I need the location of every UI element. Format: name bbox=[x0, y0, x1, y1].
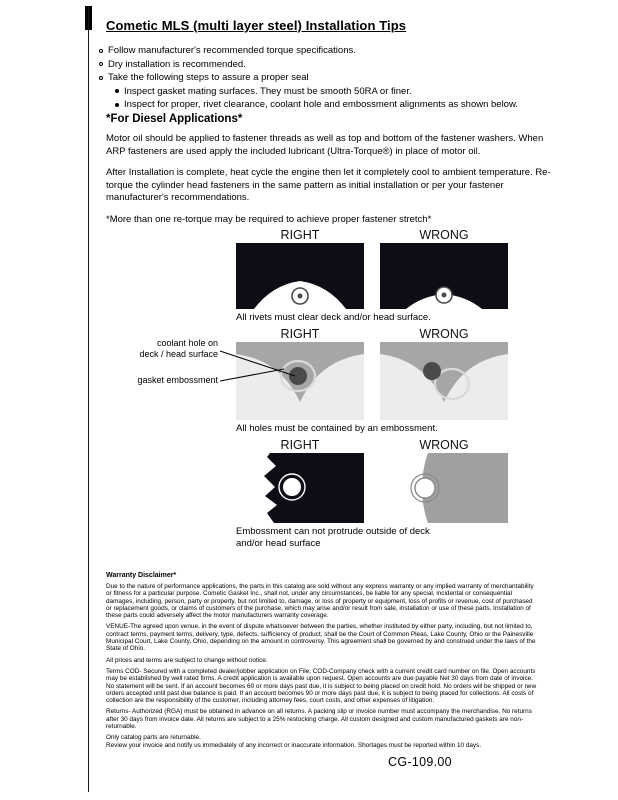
tip-text: Inspect gasket mating surfaces. They must be smooth 50RA or finer. bbox=[124, 85, 412, 97]
tip-text: Inspect for proper, rivet clearance, coolant hole and embossment alignments as shown below. bbox=[124, 99, 518, 110]
figure-row1-panels bbox=[236, 243, 508, 309]
circle-bullet-icon bbox=[99, 62, 103, 66]
rivet-clearance-right-diagram bbox=[236, 243, 364, 309]
page-code: CG-109.00 bbox=[388, 755, 452, 769]
gasket-embossment-callout: gasket embossment bbox=[137, 375, 218, 385]
coolant-hole-callout bbox=[100, 338, 218, 360]
figure-row2-caption: All holes must be contained by an embossment. bbox=[236, 423, 438, 434]
right-label: RIGHT bbox=[280, 228, 320, 242]
disclaimer-heading: Warranty Disclaimer* bbox=[106, 572, 177, 579]
circle-bullet-icon bbox=[99, 76, 103, 80]
dot-bullet-icon bbox=[115, 89, 119, 93]
tip-text: Take the following steps to assure a proper seal bbox=[108, 72, 309, 83]
tip-item bbox=[99, 71, 581, 85]
installation-tips-list bbox=[99, 44, 581, 112]
callout-text-line: deck / head surface bbox=[139, 349, 218, 359]
embossment-protrusion-right-diagram bbox=[236, 453, 364, 523]
disclaimer-paragraph: Only catalog parts are returnable. bbox=[106, 734, 201, 742]
hole-containment-wrong-diagram bbox=[380, 342, 508, 420]
tip-text: Follow manufacturer's recommended torque specifications. bbox=[108, 45, 356, 56]
figure-row3-labels bbox=[236, 438, 508, 453]
figure-row3-panels bbox=[236, 453, 508, 523]
dot-bullet-icon bbox=[115, 103, 119, 107]
diesel-paragraph-1: Motor oil should be applied to fastener threads as well as top and bottom of the fastener washers. When ARP fasteners are used apply the included lubricant (Ultra-Torque®) in place of motor oil. bbox=[106, 133, 544, 157]
disclaimer-paragraph: Due to the nature of performance applications, the parts in this catalog are sold without any express warranty or any implied warranty of merchantability or fitness for a particular purpose. Cometic Gasket Inc., shall not, under any circumstances, be liable for any special, incidental or consequential damages, including, person, party or property, but not limited to, damage, or loss of property or equipment, loss of profits or revenue, cost of purchased or replacement goods, or claims of customers of the purchase, which may arise and/or result from sale, installation or use of these parts. Installation of these parts could adversely affect the motor manufacturers warranty coverage. bbox=[106, 583, 534, 620]
disclaimer-paragraph: Terms COD- Secured with a completed dealer/jobber application on File, COD-Company check with a current credit card number on file. Open accounts may be established by well rated firms. A credit application is available upon request. Open accounts are due payable Net 30 days from date of invoice. No statement will be sent. If an account becomes 60 or more days past due, it is subject to being placed on credit hold. No orders will be shipped or new orders accepted until past due balance is paid. If an account becomes 90 or more days past due, it is subject to being placed for collections. All costs of collection are the responsibility of the customer, including attorney fees, court costs, and other expenses of litigation. bbox=[106, 667, 537, 705]
warranty-disclaimer bbox=[106, 572, 538, 749]
disclaimer-paragraph: All prices and terms are subject to change without notice. bbox=[106, 656, 268, 664]
page-title: Cometic MLS (multi layer steel) Installation Tips bbox=[106, 18, 407, 33]
diagram-figures bbox=[236, 228, 508, 552]
disclaimer-paragraph: VENUE-The agreed upon venue, in the event of dispute whatsoever between the parties, whether instituted by either party, including, but not limited to, contract terms, payment terms, delivery, type, defects, sufficiency of product, shall be the Court of Common Pleas, Lake County, Ohio or the Painesville Municipal Court, Lake County, Ohio, depending on the amount in controversy. This agreement shall be governed by and construed under the laws of the State of Ohio. bbox=[106, 623, 536, 653]
right-label: RIGHT bbox=[280, 327, 320, 341]
tip-item bbox=[99, 44, 581, 58]
tip-text: Dry installation is recommended. bbox=[108, 58, 246, 70]
circle-bullet-icon bbox=[99, 49, 103, 53]
diesel-paragraph-2: After Installation is complete, heat cycle the engine then let it completely cool to ambient temperature. Re-torque the cylinder head fasteners in the same pattern as initial installation or per your fastener manufacturer's recommendations. bbox=[106, 167, 551, 203]
tip-subitem bbox=[99, 85, 581, 99]
figure-row2-labels bbox=[236, 327, 508, 342]
rivet-clearance-wrong-diagram bbox=[380, 243, 508, 309]
callout-text-line: coolant hole on bbox=[156, 338, 218, 348]
wrong-label: WRONG bbox=[419, 438, 469, 452]
callout-leader-lines bbox=[218, 346, 300, 388]
figure-row1-labels bbox=[236, 228, 508, 243]
embossment-protrusion-wrong-diagram bbox=[380, 453, 508, 523]
diesel-applications-section bbox=[106, 113, 551, 226]
diesel-heading: *For Diesel Applications* bbox=[106, 113, 243, 125]
wrong-label: WRONG bbox=[419, 327, 469, 341]
retorque-note: *More than one re-torque may be required to achieve proper fastener stretch* bbox=[106, 213, 432, 225]
page-edge-line bbox=[88, 6, 89, 792]
tip-item bbox=[99, 58, 581, 72]
disclaimer-paragraph: Returns- Authorized (RGA) must be obtained in advance on all returns. A packing slip or invoice number must accompany the merchandise. No returns after 30 days from invoice date. All returns are subject to a 25% restocking charge. All custom designed and custom manufactured gaskets are non-returnable. bbox=[106, 708, 532, 731]
disclaimer-paragraph: Review your invoice and notify us immediately of any incorrect or inaccurate information. Shortages must be reported within 10 days. bbox=[106, 741, 482, 749]
figure-row3-caption: Embossment can not protrude outside of deck and/or head surface bbox=[236, 526, 430, 549]
figure-row1-caption: All rivets must clear deck and/or head surface. bbox=[236, 312, 431, 323]
wrong-label: WRONG bbox=[419, 228, 469, 242]
tip-subitem bbox=[99, 98, 581, 112]
right-label: RIGHT bbox=[280, 438, 320, 452]
